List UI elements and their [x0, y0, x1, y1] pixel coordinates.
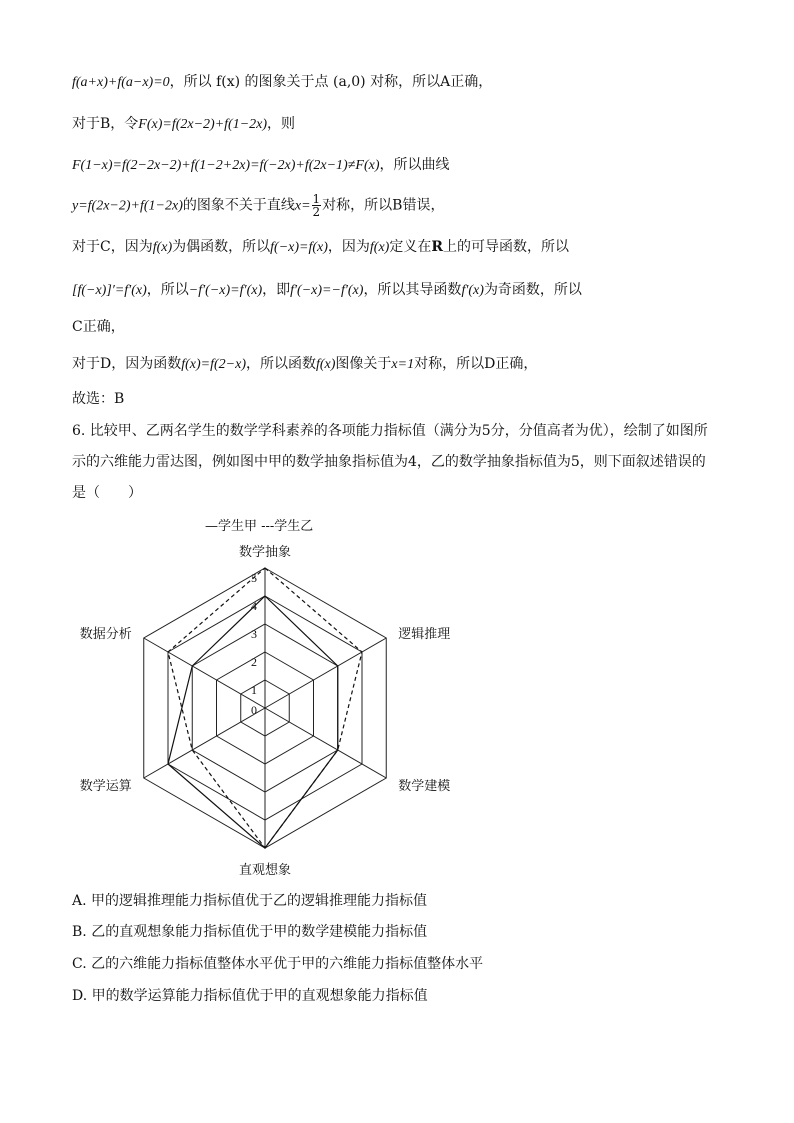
equation-axis: x=1 [391, 357, 415, 372]
equation-derivative: [f(−x)]′=f′(x) [72, 283, 147, 298]
question-6-line-3: 是（ ） [72, 485, 142, 501]
legend: —学生甲 ---学生乙 [205, 519, 314, 534]
tick-label: 4 [251, 599, 257, 613]
option-b[interactable]: B. 乙的直观想象能力指标值优于甲的数学建模能力指标值 [72, 924, 428, 940]
text: ，因为 [327, 239, 370, 255]
equation-derivative-1: −f′(−x)=f′(x) [188, 283, 263, 298]
solution-line-6 [72, 280, 582, 301]
equation-symmetric: f(x)=f(2−x) [181, 357, 246, 372]
text: 为奇函数，所以 [483, 282, 582, 298]
text: ，所以其导函数 [363, 282, 462, 298]
tick-label: 5 [251, 571, 257, 585]
solution-line-3 [72, 155, 450, 176]
fraction-denominator: 2 [312, 205, 321, 219]
text: 对于D，因为函数 [72, 356, 182, 372]
solution-line-2 [72, 114, 295, 135]
solution-line-8 [72, 354, 537, 375]
text: ，所以 [146, 282, 189, 298]
equation-fx: f(x) [152, 240, 173, 255]
axis-spoke [144, 638, 265, 708]
text: ，所以 f(x) 的图象关于点 (a,0) 对称，所以A正确， [169, 74, 493, 90]
answer-line: 故选：B [72, 391, 125, 407]
axis-spoke [265, 708, 386, 778]
equation-symmetry: f(a+x)+f(a−x)=0 [72, 75, 170, 90]
equation-F-shift: F(1−x)=f(2−2x−2)+f(1−2+2x)=f(−2x)+f(2x−1)≠F(x) [72, 158, 380, 173]
question-6-line-2: 示的六维能力雷达图，例如图中甲的数学抽象指标值为4，乙的数学抽象指标值为5，则下面叙述错误的 [72, 454, 706, 470]
text: 的图象不关于直线 [182, 197, 295, 214]
axis-label: 数学抽象 [238, 545, 292, 560]
text: 定义在 [389, 239, 432, 255]
axis-spoke [265, 638, 386, 708]
fraction-numerator: 1 [312, 192, 321, 206]
question-6-line-1: 6. 比较甲、乙两名学生的数学学科素养的各项能力指标值（满分为5分，分值高者为优），绘制了如图所 [72, 423, 708, 439]
text: 对称，所以B错误， [322, 197, 445, 214]
tick-label: 0 [251, 703, 257, 717]
equation-line: x= [294, 198, 311, 214]
equation-derivative-2: f′(−x)=−f′(x) [290, 283, 364, 298]
tick-label: 2 [251, 655, 257, 669]
solution-line-1 [72, 72, 492, 93]
option-d[interactable]: D. 甲的数学运算能力指标值优于甲的直观想象能力指标值 [72, 988, 428, 1004]
axis-label: 数据分析 [79, 627, 132, 642]
tick-label: 1 [251, 683, 257, 697]
text: ，即 [262, 282, 291, 298]
real-set-symbol: R [431, 239, 443, 255]
text: 对于B，令 [72, 116, 139, 132]
equation-fx: f(x) [315, 357, 336, 372]
fraction-one-half [312, 193, 322, 218]
axis-spoke [144, 708, 265, 778]
text: ，所以函数 [245, 356, 316, 372]
text: ，则 [267, 116, 296, 132]
text: 图像关于 [335, 356, 392, 372]
axis-label: 数学运算 [79, 779, 132, 794]
equation-F-def: F(x)=f(2x−2)+f(1−2x) [138, 117, 268, 132]
axis-label: 数学建模 [398, 779, 451, 794]
option-a[interactable]: A. 甲的逻辑推理能力指标值优于乙的逻辑推理能力指标值 [72, 893, 428, 909]
equation-fx: f(x) [369, 240, 390, 255]
tick-label: 3 [251, 627, 257, 641]
text: 上的可导函数，所以 [442, 239, 569, 255]
equation-fpx: f′(x) [461, 283, 484, 298]
text: 对称，所以D正确， [414, 356, 538, 372]
radar-chart [60, 508, 480, 880]
solution-line-5 [72, 237, 569, 258]
equation-even: f(−x)=f(x) [270, 240, 328, 255]
axis-label: 逻辑推理 [398, 627, 451, 642]
option-c[interactable]: C. 乙的六维能力指标值整体水平优于甲的六维能力指标值整体水平 [72, 956, 484, 972]
solution-line-7: C正确， [72, 319, 125, 335]
solution-line-4 [72, 193, 444, 218]
text: ，所以曲线 [379, 157, 450, 173]
equation-curve: y=f(2x−2)+f(1−2x) [72, 198, 183, 214]
axis-label: 直观想象 [238, 863, 292, 878]
text: 对于C，因为 [72, 239, 153, 255]
text: 为偶函数，所以 [172, 239, 271, 255]
